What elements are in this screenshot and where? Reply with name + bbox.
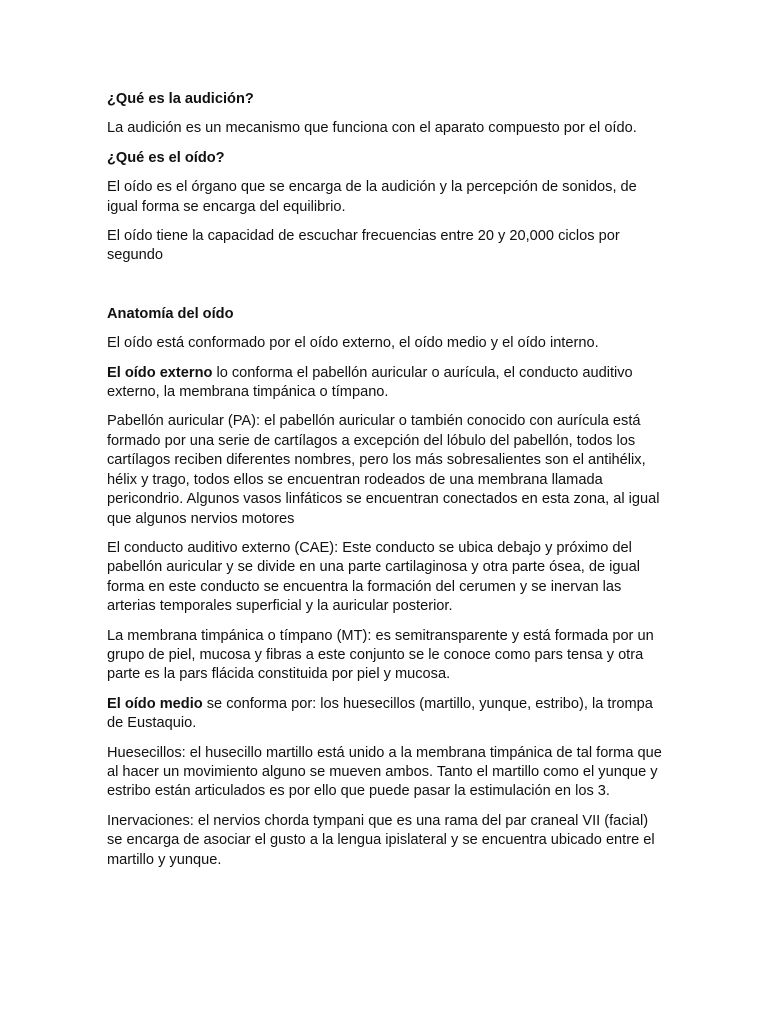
paragraph-huesecillos: Huesecillos: el husecillo martillo está unido a la membrana timpánica de tal forma que al hacer un movimiento alguno se mueven ambos. Tanto el martillo como el yunque y estribo están articulados es por ello que puede pasar la estimulación en los 3. (107, 744, 662, 800)
heading-anatomia-del-oido: Anatomía del oído (107, 305, 234, 322)
paragraph-oido-frequencies: El oído tiene la capacidad de escuchar frecuencias entre 20 y 20,000 ciclos por segundo (107, 228, 620, 264)
paragraph-anatomy-intro: El oído está conformado por el oído externo, el oído medio y el oído interno. (107, 335, 599, 352)
lead-oido-externo: El oído externo (107, 364, 213, 381)
lead-oido-medio: El oído medio (107, 695, 203, 712)
paragraph-inervaciones: Inervaciones: el nervios chorda tympani que es una rama del par craneal VII (facial) se encarga de asociar el gusto a la lengua ipislateral y se encuentra ubicado entre el martillo y yunque. (107, 812, 655, 868)
document-page (107, 90, 663, 880)
heading-que-es-el-oido: ¿Qué es el oído? (107, 149, 225, 166)
text-oido-externo: lo conforma el pabellón auricular o aurícula, el conducto auditivo externo, la membrana timpánica o tímpano. (107, 364, 633, 401)
paragraph-conducto-auditivo: El conducto auditivo externo (CAE): Este conducto se ubica debajo y próximo del pabellón auricular y se divide en una parte cartilaginosa y otra parte ósea, de igual forma en este conducto se encuentra la formación del cerumen y se inervan las arterias temporales superficial y la auricular posterior. (107, 539, 641, 615)
section-spacer (107, 276, 663, 305)
paragraph-oido-definition: El oído es el órgano que se encarga de la audición y la percepción de sonidos, de igual forma se encarga del equilibrio. (107, 179, 637, 215)
heading-que-es-la-audicion: ¿Qué es la audición? (107, 91, 254, 107)
paragraph-audicion-definition: La audición es un mecanismo que funciona con el aparato compuesto por el oído. (107, 120, 637, 137)
text-oido-medio: se conforma por: los huesecillos (martillo, yunque, estribo), la trompa de Eustaquio. (107, 695, 653, 732)
paragraph-membrana-timpanica: La membrana timpánica o tímpano (MT): es semitransparente y está formada por un grupo de piel, mucosa y fibras a este conjunto se le conoce como pars tensa y otra parte es la pars flácida constituida por piel y mucosa. (107, 627, 654, 683)
paragraph-oido-externo (107, 364, 663, 403)
paragraph-oido-medio (107, 695, 663, 734)
paragraph-pabellon-auricular: Pabellón auricular (PA): el pabellón auricular o también conocido con aurícula está formado por una serie de cartílagos a excepción del lóbulo del pabellón, todos los cartílagos reciben diferentes nombres, pero los más sobresalientes son el antihélix, hélix y trago, todos ellos se encuentran rodeados de una membrana llamada pericondrio. Algunos vasos linfáticos se encuentran conectados en esta zona, al igual que algunos nervios motores (107, 413, 660, 527)
